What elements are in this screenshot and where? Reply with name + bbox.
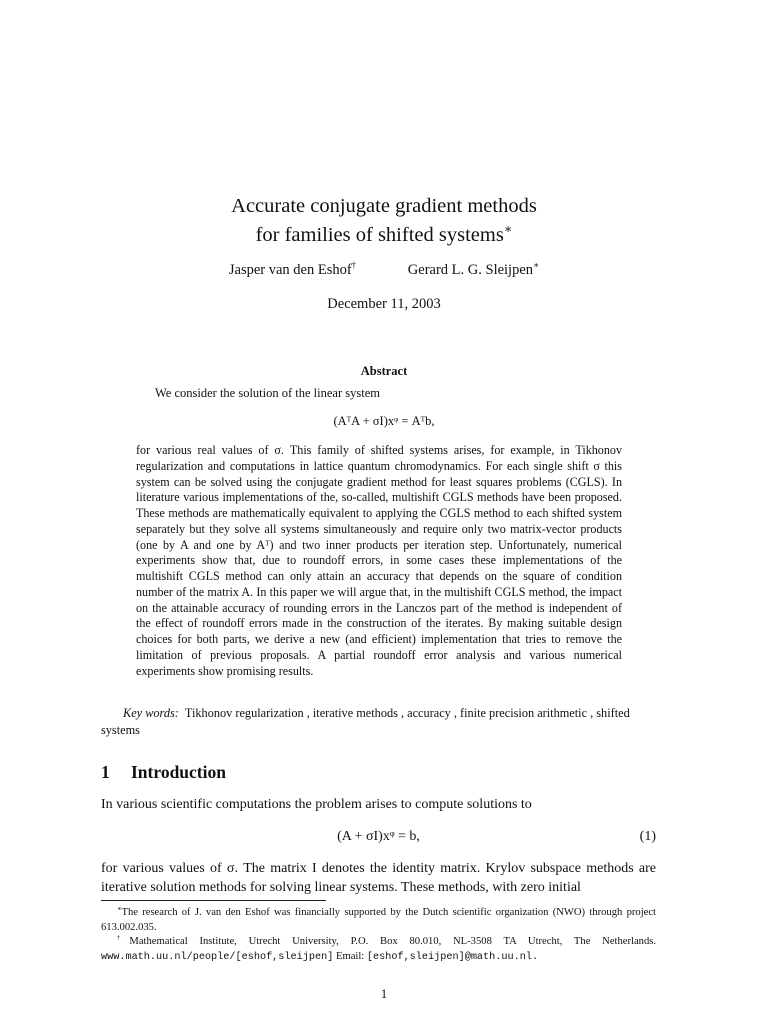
footnote-2-email-label: Email: (335, 950, 365, 962)
equation-1 (101, 829, 656, 845)
section-number: 1 (101, 762, 110, 782)
keywords-text: Tikhonov regularization , iterative methods , accuracy , finite precision arithmetic , shifted systems (101, 706, 630, 737)
intro-lead: In various scientific computations the problem arises to compute solutions to (101, 797, 532, 812)
title-footnote-mark: ∗ (503, 222, 513, 237)
intro-paragraph: for various values of σ. The matrix I denotes the identity matrix. Krylov subspace methods are iterative solution methods for solving linear systems. These methods, with zero initial (101, 861, 656, 895)
footnote-2-text: Mathematical Institute, Utrecht University, P.O. Box 80.010, NL-3508 TA Utrecht, The Netherlands. (129, 936, 657, 947)
footnote-2-email[interactable]: [eshof,sleijpen]@math.uu.nl. (366, 951, 539, 963)
author-1-mark: † (351, 260, 357, 271)
abstract-equation: (AᵀA + σI)xᵠ = Aᵀb, (333, 414, 435, 428)
equation-1-body: (A + σI)xᵠ = b, (337, 829, 420, 844)
footnote-1-mark: ∗ (117, 905, 122, 913)
abstract-body: for various real values of σ. This family of shifted systems arises, for example, in Tikhonov regularization and computations in lattice quantum chromodynamics. For each single shift σ this system can be solved using the conjugate gradient method for least squares problems (CGLS). In literature various implementations of the, so-called, multishift CGLS methods have been proposed. These methods are mathematically equivalent to applying the CGLS method to each shifted system separately but they solve all systems simultaneously and require only two matrix-vector products (one by A and one by Aᵀ) and two inner products per iteration step. Unfortunately, numerical experiments show that, due to roundoff errors, in some cases these implementations of the multishift CGLS method can only attain an accuracy that depends on the square of condition number of the matrix A. In this paper we will argue that, in the multishift CGLS method, the impact on the attainable accuracy of rounding errors in the Lanczos part of the method is independent of the effect of roundoff errors made in the construction of the iterates. By making suitable design choices for both parts, we derive a new (and efficient) implementation that tries to remove the limitation of previous proposals. A partial roundoff error analysis and various numerical experiments show promising results. (136, 443, 622, 678)
abstract-heading: Abstract (360, 364, 408, 378)
page-number: 1 (380, 986, 388, 1001)
author-1 (229, 262, 356, 279)
footnote-2-url[interactable]: www.math.uu.nl/people/[eshof,sleijpen] (101, 951, 334, 963)
title-line-2 (0, 221, 768, 250)
title-line-2-text: for families of shifted systems (255, 224, 504, 246)
abstract-lead: We consider the solution of the linear system (155, 386, 380, 400)
author-2 (408, 262, 539, 279)
footnote-2 (101, 935, 656, 965)
author-1-name: Jasper van den Eshof (228, 262, 352, 278)
section-heading (101, 762, 226, 783)
footnotes (101, 906, 656, 965)
author-2-mark: ∗ (533, 260, 540, 271)
paper-title (0, 192, 768, 250)
footnote-2-mark: † (117, 934, 130, 942)
author-2-name: Gerard L. G. Sleijpen (407, 262, 534, 278)
equation-1-tag: (1) (639, 829, 656, 844)
paper-date: December 11, 2003 (327, 296, 441, 312)
section-title: Introduction (131, 762, 226, 782)
keywords-label: Key words: (123, 706, 179, 720)
footnote-rule (101, 900, 326, 901)
author-list (0, 262, 768, 279)
footnote-1 (101, 906, 656, 935)
title-line-1: Accurate conjugate gradient methods (231, 195, 537, 217)
footnote-1-text: The research of J. van den Eshof was financially supported by the Dutch scientific organization (NWO) through project 613.002.035. (101, 907, 656, 933)
keywords (101, 705, 661, 739)
